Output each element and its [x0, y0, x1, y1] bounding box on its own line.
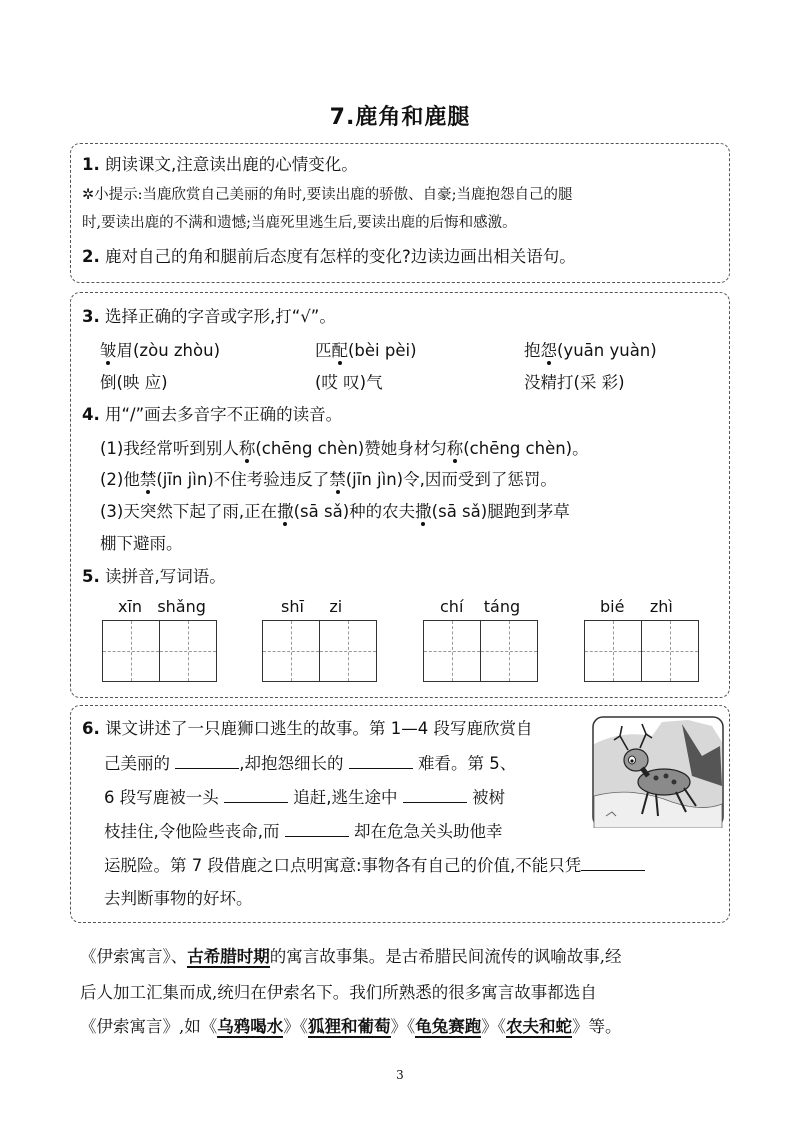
question-6-line-6: 去判断事物的好坏。	[104, 889, 253, 908]
pinyin-word-2: shī zi	[281, 597, 343, 616]
question-5: 5. 读拼音,写词语。	[82, 567, 226, 586]
note-line-2: 后人加工汇集而成,统归在伊索名下。我们所熟悉的很多寓言故事都选自	[80, 983, 597, 1002]
pinyin-word-1: xīn shǎng	[118, 597, 206, 616]
hint-line-1: ✲小提示:当鹿欣赏自己美丽的角时,要读出鹿的骄傲、自豪;当鹿抱怨自己的腿	[82, 187, 573, 203]
note-line-1: 《伊索寓言》、古希腊时期的寓言故事集。是古希腊民间流传的讽喻故事,经	[80, 947, 622, 966]
pinyin-word-4: bié zhì	[600, 597, 673, 616]
sentence-1[interactable]: (1)我经常听到别人称(chēng chèn)赞她身材匀称(chēng chèn)。	[100, 439, 589, 458]
choice-2c[interactable]: 没精打(采 彩)	[524, 373, 625, 392]
question-4: 4. 用“/”画去多音字不正确的读音。	[82, 405, 343, 424]
question-2: 2. 鹿对自己的角和腿前后态度有怎样的变化?边读边画出相关语句。	[82, 247, 576, 266]
choice-2b[interactable]: (哎 叹)气	[315, 373, 383, 392]
question-6-line-5[interactable]: 运脱险。第 7 段借鹿之口点明寓意:事物各有自己的价值,不能只凭	[104, 852, 645, 879]
choice-1b[interactable]: 匹配(bèi pèi)	[315, 341, 417, 360]
question-1: 1. 朗读课文,注意读出鹿的心情变化。	[82, 155, 358, 174]
deer-illustration	[592, 716, 724, 828]
question-6-line-4[interactable]: 枝挂住,令他险些丧命,而 却在危急关头助他幸	[104, 818, 503, 845]
choice-1c[interactable]: 抱怨(yuān yuàn)	[524, 341, 657, 360]
choice-1a[interactable]: 皱眉(zòu zhòu)	[100, 341, 221, 360]
pinyin-word-3: chí táng	[440, 597, 521, 616]
writing-grid-2[interactable]	[262, 620, 377, 682]
writing-grid-4[interactable]	[584, 620, 699, 682]
sentence-3[interactable]: (3)天突然下起了雨,正在撒(sā sǎ)种的农夫撒(sā sǎ)腿跑到茅草	[100, 502, 570, 521]
question-6-line-2[interactable]: 己美丽的 ,却抱怨细长的 难看。第 5、	[104, 750, 516, 777]
sentence-3-cont: 棚下避雨。	[100, 534, 183, 553]
sentence-2[interactable]: (2)他禁(jīn jìn)不住考验违反了禁(jīn jìn)令,因而受到了惩罚。	[100, 470, 557, 489]
question-6-line-1: 6. 课文讲述了一只鹿狮口逃生的故事。第 1—4 段写鹿欣赏自	[82, 719, 533, 738]
hint-line-2: 时,要读出鹿的不满和遗憾;当鹿死里逃生后,要读出鹿的后悔和感激。	[82, 215, 517, 231]
question-3: 3. 选择正确的字音或字形,打“√”。	[82, 307, 336, 326]
writing-grid-3[interactable]	[423, 620, 538, 682]
page-title: 7.鹿角和鹿腿	[329, 105, 471, 130]
choice-2a[interactable]: 倒(映 应)	[100, 373, 168, 392]
page-number: 3	[396, 1068, 404, 1082]
writing-grid-1[interactable]	[102, 620, 217, 682]
question-6-line-3[interactable]: 6 段写鹿被一头 追赶,逃生途中 被树	[104, 784, 505, 811]
note-line-3: 《伊索寓言》,如《乌鸦喝水》《狐狸和葡萄》《龟兔赛跑》《农夫和蛇》等。	[80, 1017, 622, 1036]
flower-icon: ✲	[82, 187, 95, 203]
